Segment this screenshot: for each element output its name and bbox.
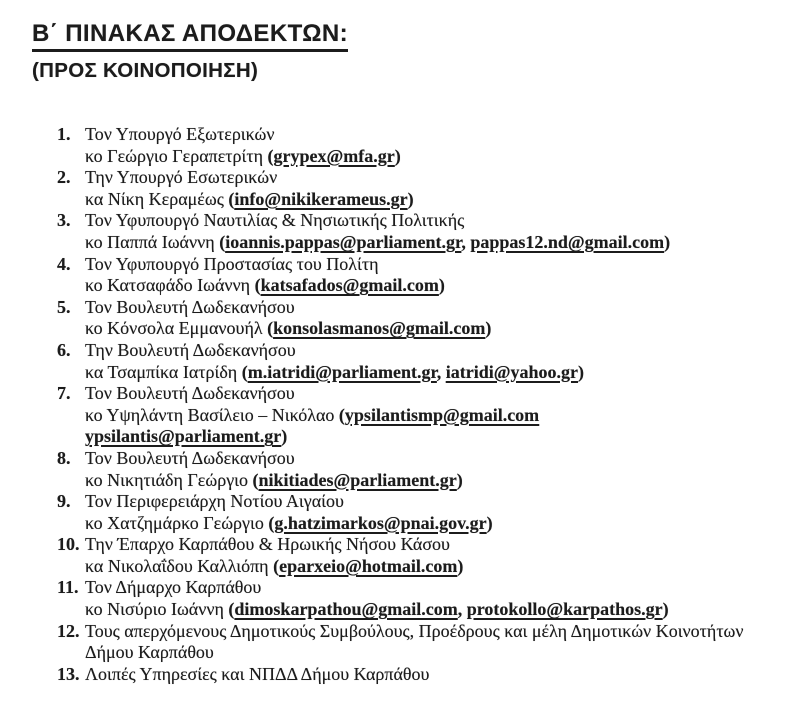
text-segment: , — [436, 361, 446, 382]
recipient-lines — [85, 124, 800, 167]
text-segment: Την Βουλευτή Δωδεκανήσου — [85, 339, 296, 360]
recipient-number: 5. — [57, 296, 71, 317]
text-segment: Τον Υφυπουργό Προστασίας του Πολίτη — [85, 253, 379, 274]
email-address: iatridi@yahoo.gr — [445, 361, 579, 382]
text-segment: κο Κόνσολα Εμμανουήλ — [85, 318, 268, 339]
text-segment: Τον Βουλευτή Δωδεκανήσου — [85, 447, 295, 468]
text-segment: κα Τσαμπίκα Ιατρίδη — [85, 361, 242, 382]
text-segment: Την Υπουργό Εσωτερικών — [85, 167, 278, 188]
text-segment: ( — [228, 188, 235, 209]
recipient-number: 1. — [57, 124, 71, 144]
email-address: ioannis.pappas@parliament.gr — [225, 231, 462, 252]
text-segment: ) — [664, 231, 671, 252]
recipient-number: 9. — [57, 491, 71, 512]
recipient-item — [0, 383, 800, 448]
text-segment: ) — [457, 555, 464, 576]
text-segment: ) — [485, 318, 492, 339]
email-address: m.iatridi@parliament.gr — [247, 361, 437, 382]
recipient-item — [0, 448, 800, 491]
recipient-number: 11. — [57, 577, 79, 598]
text-segment: ( — [252, 469, 259, 490]
recipient-lines — [85, 664, 800, 686]
recipient-number: 13. — [57, 663, 80, 684]
recipient-number: 6. — [57, 339, 71, 360]
recipient-lines — [85, 254, 800, 297]
recipient-line — [85, 210, 800, 232]
recipient-lines — [85, 383, 800, 448]
recipient-lines — [85, 340, 800, 383]
recipient-number: 8. — [57, 447, 71, 468]
text-segment: ) — [407, 188, 414, 209]
recipient-line — [85, 556, 800, 578]
page-title: Β΄ ΠΙΝΑΚΑΣ ΑΠΟΔΕΚΤΩΝ: — [32, 21, 348, 52]
document-header — [32, 21, 348, 83]
recipient-line — [85, 362, 800, 384]
recipient-line — [85, 189, 800, 211]
recipient-item — [0, 664, 800, 686]
email-address: info@nikikerameus.gr — [234, 188, 408, 209]
text-segment: Την Έπαρχο Καρπάθου & Ηρωικής Νήσου Κάσου — [85, 534, 450, 555]
recipient-item — [0, 124, 800, 167]
recipient-lines — [85, 534, 800, 577]
recipient-line — [85, 470, 800, 492]
text-segment: ) — [438, 275, 445, 296]
recipient-line — [85, 491, 800, 513]
text-segment: κα Νίκη Κεραμέως — [85, 188, 229, 209]
recipient-lines — [85, 210, 800, 253]
email-address: grypex@mfa.gr — [273, 145, 395, 166]
email-address: katsafados@gmail.com — [260, 275, 439, 296]
recipient-item — [0, 577, 800, 620]
email-address: dimoskarpathou@gmail.com — [234, 599, 458, 620]
recipient-item — [0, 297, 800, 340]
recipient-line — [85, 167, 800, 189]
email-address: konsolasmanos@gmail.com — [273, 318, 486, 339]
recipient-line — [85, 254, 800, 276]
text-segment: ( — [273, 555, 280, 576]
recipient-item — [0, 534, 800, 577]
recipient-lines — [85, 297, 800, 340]
recipient-line — [85, 426, 800, 448]
recipient-line — [85, 318, 800, 340]
text-segment: Δήμου Καρπάθου — [85, 642, 214, 663]
email-address: g.hatzimarkos@pnai.gov.gr — [274, 512, 487, 533]
text-segment: κο Υψηλάντη Βασίλειο – Νικόλαο — [85, 404, 339, 425]
text-segment: κο Χατζημάρκο Γεώργιο — [85, 512, 269, 533]
recipient-lines — [85, 491, 800, 534]
recipient-lines — [85, 167, 800, 210]
recipient-item — [0, 621, 800, 664]
text-segment: κα Νικολαΐδου Καλλιόπη — [85, 555, 274, 576]
email-address: ypsilantis@parliament.gr — [85, 426, 282, 447]
text-segment: ( — [241, 361, 248, 382]
text-segment: ( — [268, 512, 275, 533]
recipient-number: 10. — [57, 534, 80, 555]
email-address: eparxeio@hotmail.com — [279, 555, 458, 576]
text-segment: ( — [254, 275, 261, 296]
page-subtitle: (ΠΡΟΣ ΚΟΙΝΟΠΟΙΗΣΗ) — [32, 59, 259, 83]
text-segment: ( — [338, 404, 345, 425]
recipient-number: 3. — [57, 210, 71, 231]
recipient-line — [85, 534, 800, 556]
recipient-line — [85, 621, 800, 643]
text-segment: κο Νικητιάδη Γεώργιο — [85, 469, 253, 490]
recipient-number: 2. — [57, 167, 71, 188]
text-segment: ) — [394, 145, 401, 166]
recipient-line — [85, 513, 800, 535]
text-segment: Λοιπές Υπηρεσίες και ΝΠΔΔ Δήμου Καρπάθου — [85, 663, 430, 684]
recipient-line — [85, 124, 800, 146]
text-segment: ( — [267, 318, 274, 339]
text-segment: κο Κατσαφάδο Ιωάννη — [85, 275, 255, 296]
recipient-lines — [85, 448, 800, 491]
recipient-lines — [85, 577, 800, 620]
text-segment: Τον Βουλευτή Δωδεκανήσου — [85, 296, 295, 317]
recipient-line — [85, 664, 800, 686]
recipient-number: 7. — [57, 383, 71, 404]
text-segment: ) — [662, 599, 669, 620]
text-segment: Τον Περιφερειάρχη Νοτίου Αιγαίου — [85, 491, 344, 512]
recipient-lines — [85, 621, 800, 664]
recipient-line — [85, 275, 800, 297]
email-address: ypsilantismp@gmail.com — [344, 404, 540, 425]
text-segment: ) — [456, 469, 463, 490]
text-segment: Τον Υφυπουργό Ναυτιλίας & Νησιωτικής Πολιτικής — [85, 210, 465, 231]
recipient-line — [85, 599, 800, 621]
recipient-number: 4. — [57, 253, 71, 274]
recipient-number: 12. — [57, 620, 80, 641]
recipient-line — [85, 577, 800, 599]
text-segment: ( — [219, 231, 226, 252]
email-address: protokollo@karpathos.gr — [466, 599, 663, 620]
email-address: pappas12.nd@gmail.com — [470, 231, 665, 252]
recipient-item — [0, 210, 800, 253]
recipient-item — [0, 491, 800, 534]
recipient-line — [85, 405, 800, 427]
text-segment: ( — [228, 599, 235, 620]
recipient-line — [85, 146, 800, 168]
recipient-line — [85, 232, 800, 254]
text-segment: κο Παππά Ιωάννη — [85, 231, 220, 252]
recipient-item — [0, 254, 800, 297]
text-segment: ( — [267, 145, 274, 166]
recipient-line — [85, 383, 800, 405]
recipient-line — [85, 340, 800, 362]
text-segment: , — [461, 231, 471, 252]
email-address: nikitiades@parliament.gr — [258, 469, 457, 490]
recipient-line — [85, 297, 800, 319]
recipient-item — [0, 167, 800, 210]
text-segment: Τον Υπουργό Εξωτερικών — [85, 124, 275, 144]
text-segment: Τον Δήμαρχο Καρπάθου — [85, 577, 262, 598]
recipient-line — [85, 642, 800, 664]
text-segment: κο Νισύριο Ιωάννη — [85, 599, 229, 620]
recipient-line — [85, 448, 800, 470]
text-segment: ) — [486, 512, 493, 533]
text-segment: κο Γεώργιο Γεραπετρίτη — [85, 145, 268, 166]
text-segment: Τον Βουλευτή Δωδεκανήσου — [85, 383, 295, 404]
recipients-list — [0, 124, 800, 685]
text-segment: , — [457, 599, 467, 620]
text-segment: Τους απερχόμενους Δημοτικούς Συμβούλους, Προέδρους και μέλη Δημοτικών Κοινοτήτων — [85, 620, 744, 641]
text-segment: ) — [281, 426, 288, 447]
text-segment: ) — [578, 361, 585, 382]
recipient-item — [0, 340, 800, 383]
